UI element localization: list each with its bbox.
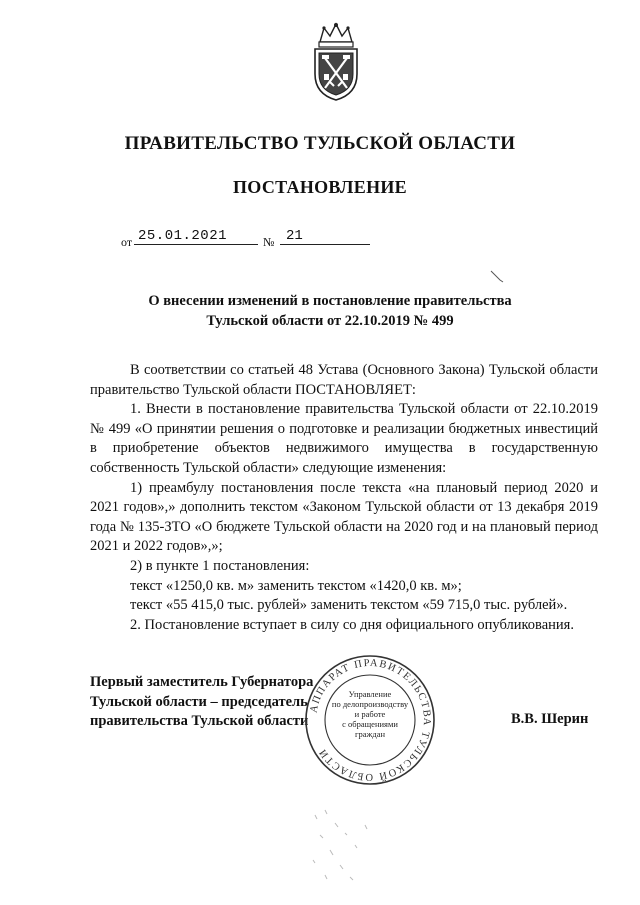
signer-position-line-1: Первый заместитель Губернатора <box>90 674 314 690</box>
government-title: ПРАВИТЕЛЬСТВО ТУЛЬСКОЙ ОБЛАСТИ <box>124 133 516 154</box>
heading-line-2: Тульской области от 22.10.2019 № 499 <box>206 313 454 329</box>
body-paragraph: 2) в пункте 1 постановления: <box>130 557 310 574</box>
stamp-line: Управление <box>348 689 392 699</box>
heading-line-1: О внесении изменений в постановление правительства <box>148 293 512 309</box>
coat-of-arms-emblem <box>308 22 364 102</box>
body-paragraph: текст «1250,0 кв. м» заменить текстом «1420,0 кв. м»; <box>130 577 462 594</box>
date-underline <box>134 244 258 245</box>
number-underline <box>280 244 370 245</box>
document-type-title: ПОСТАНОВЛЕНИЕ <box>233 177 407 197</box>
stamp-line: и работе <box>354 709 386 719</box>
document-heading <box>80 291 580 331</box>
document-body <box>90 361 598 635</box>
body-paragraph: текст «55 415,0 тыс. рублей» заменить текстом «59 715,0 тыс. рублей». <box>130 597 568 614</box>
document-number: 21 <box>286 228 303 244</box>
body-paragraph: 1. Внести в постановление правительства Тульской области от 22.10.2019 № 499 «О принятии решения о подготовке и реализации бюджетных инвестиций в приобретение объектов недвижимого имущества в государственную собственность Тульской области» следующие изменения: <box>90 401 598 476</box>
date-label: от <box>121 235 133 249</box>
stamp-inner-text <box>330 689 410 739</box>
stamp-line: с обращениями <box>342 719 398 729</box>
document-date: 25.01.2021 <box>138 228 228 244</box>
scan-artifact-marks <box>305 805 395 885</box>
signer-position-line-3: правительства Тульской области <box>90 713 309 730</box>
stamp-line: граждан <box>354 729 386 739</box>
stamp-line: по делопроизводству <box>331 699 409 709</box>
body-paragraph: В соответствии со статьей 48 Устава (Основного Закона) Тульской области правительство Тульской области ПОСТАНОВЛЯЕТ: <box>90 362 598 398</box>
stamp-ring-text: АППАРАТ ПРАВИТЕЛЬСТВА ТУЛЬСКОЙ ОБЛАСТИ <box>308 657 433 783</box>
number-label: № <box>263 235 275 249</box>
signer-position-line-2: Тульской области – председатель <box>90 693 308 710</box>
signer-name: В.В. Шерин <box>511 711 589 727</box>
body-paragraph: 1) преамбулу постановления после текста «на плановый период 2020 и 2021 годов»,» дополнить текстом «Законом Тульской области от 13 декабря 2019 года № 135-ЗТО «О бюджете Тульской области на 2020 год и на плановый период 2021 и 2022 годов»,»; <box>90 479 598 555</box>
signer-position <box>90 673 313 732</box>
pen-mark-icon <box>490 270 504 284</box>
body-paragraph: 2. Постановление вступает в силу со дня официального опубликования. <box>130 616 574 633</box>
